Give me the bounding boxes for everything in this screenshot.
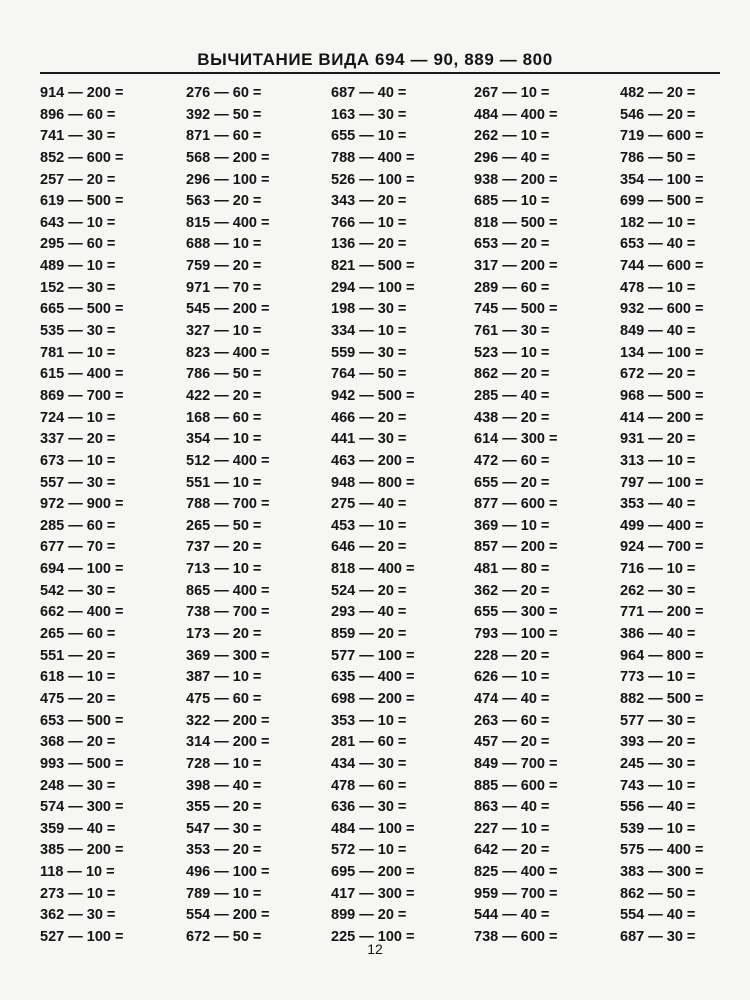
exercise-item: 362 — 20 = (474, 582, 550, 599)
exercise-item: 353 — 20 = (186, 842, 262, 859)
exercise-item: 134 — 100 = (620, 344, 704, 361)
exercise-item: 972 — 900 = (40, 496, 124, 513)
exercise-item: 695 — 200 = (331, 864, 415, 881)
exercise-item: 551 — 20 = (40, 647, 116, 664)
exercise-item: 296 — 40 = (474, 149, 550, 166)
exercise-column-5 (620, 83, 750, 949)
exercise-item: 496 — 100 = (186, 864, 270, 881)
exercise-item: 383 — 300 = (620, 864, 704, 881)
exercise-item: 665 — 500 = (40, 301, 124, 318)
exercise-item: 743 — 10 = (620, 777, 696, 794)
exercise-item: 227 — 10 = (474, 820, 550, 837)
exercise-item: 882 — 500 = (620, 690, 704, 707)
exercise-item: 818 — 500 = (474, 214, 558, 231)
exercise-item: 542 — 30 = (40, 582, 116, 599)
exercise-item: 557 — 30 = (40, 474, 116, 491)
exercise-item: 337 — 20 = (40, 431, 116, 448)
exercise-column-2 (186, 83, 336, 949)
exercise-item: 545 — 200 = (186, 301, 270, 318)
exercise-item: 869 — 700 = (40, 387, 124, 404)
exercise-item: 482 — 20 = (620, 85, 696, 101)
exercise-item: 942 — 500 = (331, 387, 415, 404)
exercise-item: 434 — 30 = (331, 755, 407, 772)
exercise-item: 788 — 400 = (331, 149, 415, 166)
exercise-item: 577 — 30 = (620, 712, 696, 729)
exercise-item: 265 — 60 = (40, 626, 116, 643)
exercise-item: 539 — 10 = (620, 820, 696, 837)
exercise-item: 859 — 20 = (331, 626, 407, 643)
exercise-item: 737 — 20 = (186, 539, 262, 556)
exercise-item: 353 — 10 = (331, 712, 407, 729)
exercise-item: 744 — 600 = (620, 258, 704, 275)
exercise-item: 484 — 400 = (474, 106, 558, 123)
exercise-item: 481 — 80 = (474, 561, 550, 578)
exercise-item: 877 — 600 = (474, 496, 558, 513)
exercise-item: 265 — 50 = (186, 517, 262, 534)
exercise-item: 472 — 60 = (474, 452, 550, 469)
exercise-item: 786 — 50 = (620, 149, 696, 166)
exercise-item: 677 — 70 = (40, 539, 116, 556)
exercise-item: 862 — 50 = (620, 885, 696, 902)
exercise-item: 653 — 20 = (474, 236, 550, 253)
exercise-item: 896 — 60 = (40, 106, 116, 123)
title-rule (40, 72, 720, 74)
exercise-item: 262 — 30 = (620, 582, 696, 599)
exercise-item: 353 — 40 = (620, 496, 696, 513)
exercise-item: 574 — 300 = (40, 799, 124, 816)
exercise-item: 738 — 600 = (474, 928, 558, 945)
exercise-item: 773 — 10 = (620, 669, 696, 686)
exercise-item: 523 — 10 = (474, 344, 550, 361)
exercise-item: 369 — 300 = (186, 647, 270, 664)
exercise-item: 294 — 100 = (331, 279, 415, 296)
exercise-item: 368 — 20 = (40, 734, 116, 751)
exercise-item: 852 — 600 = (40, 149, 124, 166)
exercise-item: 343 — 20 = (331, 193, 407, 210)
exercise-item: 862 — 20 = (474, 366, 550, 383)
exercise-item: 642 — 20 = (474, 842, 550, 859)
exercise-item: 823 — 400 = (186, 344, 270, 361)
exercise-item: 245 — 30 = (620, 755, 696, 772)
exercise-item: 546 — 20 = (620, 106, 696, 123)
exercise-item: 615 — 400 = (40, 366, 124, 383)
exercise-item: 257 — 20 = (40, 171, 116, 188)
exercise-item: 643 — 10 = (40, 214, 116, 231)
exercise-item: 512 — 400 = (186, 452, 270, 469)
exercise-item: 281 — 60 = (331, 734, 407, 751)
exercise-item: 314 — 200 = (186, 734, 270, 751)
exercise-item: 225 — 100 = (331, 928, 415, 945)
exercise-item: 766 — 10 = (331, 214, 407, 231)
exercise-item: 885 — 600 = (474, 777, 558, 794)
exercise-item: 771 — 200 = (620, 604, 704, 621)
exercise-item: 118 — 10 = (40, 864, 115, 881)
exercise-item: 646 — 20 = (331, 539, 407, 556)
exercise-item: 781 — 10 = (40, 344, 116, 361)
exercise-item: 474 — 40 = (474, 690, 550, 707)
exercise-item: 655 — 300 = (474, 604, 558, 621)
exercise-item: 626 — 10 = (474, 669, 550, 686)
exercise-item: 313 — 10 = (620, 452, 696, 469)
exercise-item: 453 — 10 = (331, 517, 407, 534)
exercise-item: 863 — 40 = (474, 799, 550, 816)
exercise-item: 489 — 10 = (40, 258, 116, 275)
exercise-item: 387 — 10 = (186, 669, 262, 686)
exercise-item: 849 — 40 = (620, 323, 696, 340)
exercise-item: 619 — 500 = (40, 193, 124, 210)
exercise-item: 716 — 10 = (620, 561, 696, 578)
exercise-item: 575 — 400 = (620, 842, 704, 859)
exercise-item: 369 — 10 = (474, 517, 550, 534)
exercise-item: 968 — 500 = (620, 387, 704, 404)
exercise-item: 971 — 70 = (186, 279, 262, 296)
exercise-item: 764 — 50 = (331, 366, 407, 383)
exercise-item: 698 — 200 = (331, 690, 415, 707)
exercise-item: 393 — 20 = (620, 734, 696, 751)
exercise-item: 478 — 60 = (331, 777, 407, 794)
exercise-column-3 (331, 83, 481, 949)
exercise-item: 295 — 60 = (40, 236, 116, 253)
exercise-item: 198 — 30 = (331, 301, 407, 318)
exercise-item: 786 — 50 = (186, 366, 262, 383)
exercise-item: 688 — 10 = (186, 236, 262, 253)
exercise-item: 354 — 10 = (186, 431, 262, 448)
exercise-item: 556 — 40 = (620, 799, 696, 816)
exercise-item: 899 — 20 = (331, 907, 407, 924)
exercise-item: 526 — 100 = (331, 171, 415, 188)
exercise-item: 499 — 400 = (620, 517, 704, 534)
exercise-item: 572 — 10 = (331, 842, 407, 859)
exercise-item: 289 — 60 = (474, 279, 550, 296)
exercise-item: 524 — 20 = (331, 582, 407, 599)
exercise-item: 713 — 10 = (186, 561, 262, 578)
exercise-item: 478 — 10 = (620, 279, 696, 296)
exercise-item: 672 — 50 = (186, 928, 262, 945)
exercise-item: 759 — 20 = (186, 258, 262, 275)
exercise-item: 275 — 40 = (331, 496, 407, 513)
exercise-column-4 (474, 83, 624, 949)
exercise-item: 687 — 30 = (620, 928, 696, 945)
exercise-item: 687 — 40 = (331, 85, 407, 101)
exercise-column-1 (40, 83, 190, 949)
exercise-item: 551 — 10 = (186, 474, 262, 491)
exercise-item: 359 — 40 = (40, 820, 116, 837)
exercise-item: 285 — 40 = (474, 387, 550, 404)
exercise-item: 563 — 20 = (186, 193, 262, 210)
exercise-item: 699 — 500 = (620, 193, 704, 210)
exercise-item: 327 — 10 = (186, 323, 262, 340)
exercise-item: 322 — 200 = (186, 712, 270, 729)
exercise-item: 719 — 600 = (620, 128, 704, 145)
exercise-item: 228 — 20 = (474, 647, 550, 664)
page-number: 12 (367, 941, 383, 957)
exercise-item: 914 — 200 = (40, 85, 124, 101)
exercise-item: 653 — 500 = (40, 712, 124, 729)
exercise-item: 745 — 500 = (474, 301, 558, 318)
exercise-item: 821 — 500 = (331, 258, 415, 275)
exercise-item: 932 — 600 = (620, 301, 704, 318)
exercise-item: 959 — 700 = (474, 885, 558, 902)
exercise-item: 173 — 20 = (186, 626, 262, 643)
exercise-item: 865 — 400 = (186, 582, 270, 599)
exercise-item: 931 — 20 = (620, 431, 696, 448)
exercise-item: 577 — 100 = (331, 647, 415, 664)
exercise-item: 163 — 30 = (331, 106, 407, 123)
exercise-item: 635 — 400 = (331, 669, 415, 686)
exercise-item: 993 — 500 = (40, 755, 124, 772)
exercise-item: 685 — 10 = (474, 193, 550, 210)
exercise-item: 938 — 200 = (474, 171, 558, 188)
exercise-item: 724 — 10 = (40, 409, 116, 426)
exercise-item: 857 — 200 = (474, 539, 558, 556)
exercise-item: 614 — 300 = (474, 431, 558, 448)
exercise-item: 414 — 200 = (620, 409, 704, 426)
exercise-item: 554 — 200 = (186, 907, 270, 924)
exercise-item: 636 — 30 = (331, 799, 407, 816)
exercise-item: 793 — 100 = (474, 626, 558, 643)
exercise-item: 262 — 10 = (474, 128, 550, 145)
exercise-item: 535 — 30 = (40, 323, 116, 340)
exercise-item: 568 — 200 = (186, 149, 270, 166)
exercise-item: 761 — 30 = (474, 323, 550, 340)
exercise-item: 354 — 100 = (620, 171, 704, 188)
exercise-item: 655 — 20 = (474, 474, 550, 491)
exercise-item: 285 — 60 = (40, 517, 116, 534)
exercise-item: 948 — 800 = (331, 474, 415, 491)
exercise-item: 673 — 10 = (40, 452, 116, 469)
exercise-item: 527 — 100 = (40, 928, 124, 945)
exercise-item: 273 — 10 = (40, 885, 116, 902)
exercise-item: 392 — 50 = (186, 106, 262, 123)
exercise-item: 263 — 60 = (474, 712, 550, 729)
exercise-item: 293 — 40 = (331, 604, 407, 621)
exercise-item: 871 — 60 = (186, 128, 262, 145)
exercise-item: 355 — 20 = (186, 799, 262, 816)
exercise-item: 136 — 20 = (331, 236, 407, 253)
exercise-item: 441 — 30 = (331, 431, 407, 448)
exercise-item: 789 — 10 = (186, 885, 262, 902)
exercise-item: 182 — 10 = (620, 214, 696, 231)
exercise-item: 738 — 700 = (186, 604, 270, 621)
exercise-item: 554 — 40 = (620, 907, 696, 924)
exercise-item: 466 — 20 = (331, 409, 407, 426)
exercise-item: 815 — 400 = (186, 214, 270, 231)
exercise-item: 398 — 40 = (186, 777, 262, 794)
exercise-item: 662 — 400 = (40, 604, 124, 621)
exercise-item: 386 — 40 = (620, 626, 696, 643)
exercise-item: 267 — 10 = (474, 85, 550, 101)
exercise-item: 797 — 100 = (620, 474, 704, 491)
exercise-item: 849 — 700 = (474, 755, 558, 772)
exercise-item: 964 — 800 = (620, 647, 704, 664)
exercise-item: 559 — 30 = (331, 344, 407, 361)
exercise-item: 484 — 100 = (331, 820, 415, 837)
exercise-item: 457 — 20 = (474, 734, 550, 751)
exercise-item: 672 — 20 = (620, 366, 696, 383)
exercise-item: 422 — 20 = (186, 387, 262, 404)
exercise-item: 547 — 30 = (186, 820, 262, 837)
exercise-item: 825 — 400 = (474, 864, 558, 881)
exercise-item: 741 — 30 = (40, 128, 116, 145)
exercise-item: 788 — 700 = (186, 496, 270, 513)
exercise-item: 334 — 10 = (331, 323, 407, 340)
page-title: ВЫЧИТАНИЕ ВИДА 694 — 90, 889 — 800 (197, 50, 553, 69)
exercise-item: 618 — 10 = (40, 669, 116, 686)
exercise-item: 152 — 30 = (40, 279, 116, 296)
exercise-item: 317 — 200 = (474, 258, 558, 275)
exercise-item: 417 — 300 = (331, 885, 415, 902)
exercise-item: 653 — 40 = (620, 236, 696, 253)
exercise-item: 818 — 400 = (331, 561, 415, 578)
exercise-item: 463 — 200 = (331, 452, 415, 469)
exercise-item: 276 — 60 = (186, 85, 262, 101)
exercise-item: 168 — 60 = (186, 409, 262, 426)
exercise-item: 385 — 200 = (40, 842, 124, 859)
exercise-item: 248 — 30 = (40, 777, 116, 794)
exercise-item: 655 — 10 = (331, 128, 407, 145)
exercise-item: 475 — 20 = (40, 690, 116, 707)
exercise-item: 694 — 100 = (40, 561, 124, 578)
exercise-item: 475 — 60 = (186, 690, 262, 707)
exercise-item: 728 — 10 = (186, 755, 262, 772)
exercise-item: 362 — 30 = (40, 907, 116, 924)
exercise-item: 296 — 100 = (186, 171, 270, 188)
exercise-item: 544 — 40 = (474, 907, 550, 924)
exercise-item: 924 — 700 = (620, 539, 704, 556)
exercise-item: 438 — 20 = (474, 409, 550, 426)
